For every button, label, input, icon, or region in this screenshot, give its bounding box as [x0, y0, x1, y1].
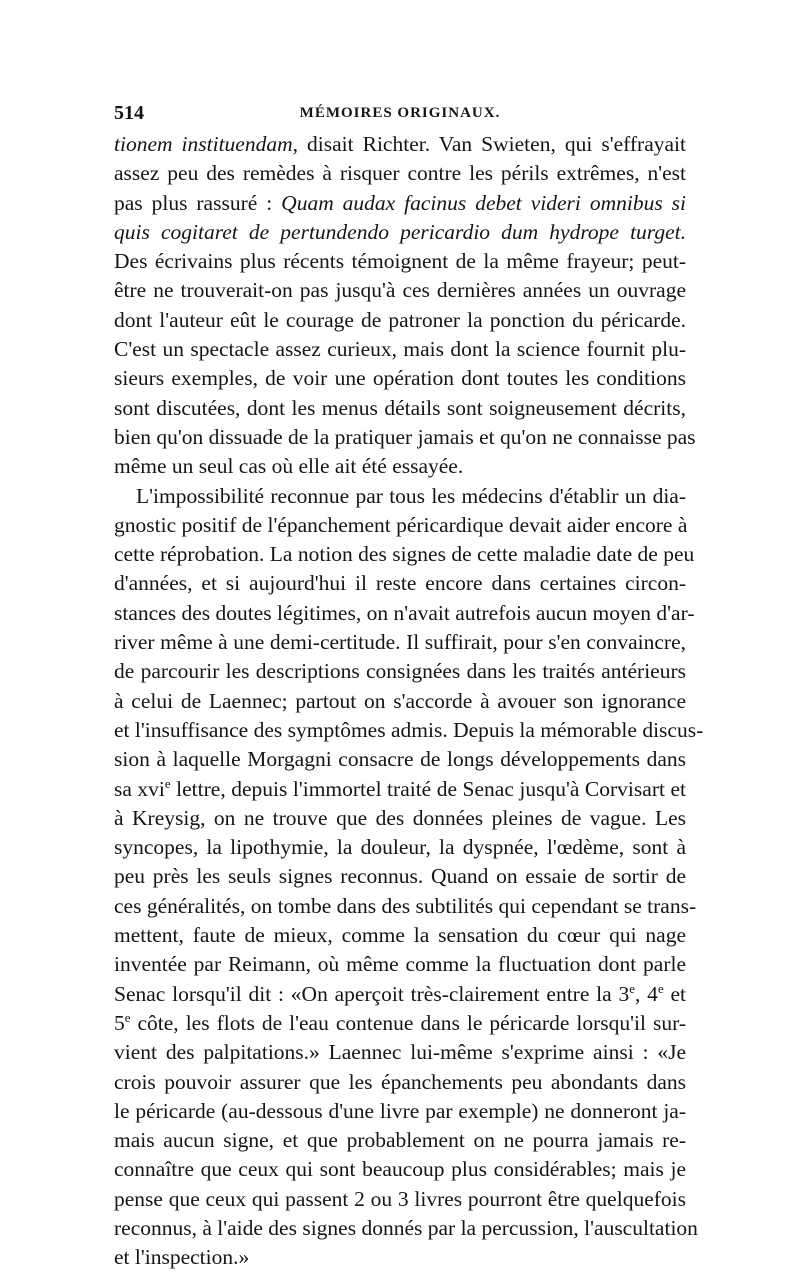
text-line [114, 950, 686, 979]
text-line [114, 657, 686, 686]
text-line [114, 804, 686, 833]
text-line [114, 335, 686, 364]
text-run: et [663, 981, 686, 1006]
text-line [114, 1038, 686, 1067]
text-run: connaître que ceux qui sont beaucoup plus considérables; mais je [114, 1157, 686, 1182]
text-line [114, 599, 695, 628]
text-line [114, 687, 686, 716]
text-run: sieurs exemples, de voir une opération dont toutes les conditions [114, 366, 686, 391]
text-line [114, 276, 686, 305]
text-run: sa xvi [114, 776, 165, 801]
book-page [114, 96, 704, 1273]
text-run: peu près les seuls signes reconnus. Quand on essaie de sortir de [114, 864, 686, 889]
text-run: vient des palpitations.» Laennec lui-même s'exprime ainsi : «Je [114, 1040, 686, 1065]
text-run: mettent, faute de mieux, comme la sensation du cœur qui nage [114, 923, 686, 948]
text-run: reconnus, à l'aide des signes donnés par la percussion, l'auscultation [114, 1215, 698, 1240]
text-line [114, 511, 686, 540]
text-run: à Kreysig, on ne trouve que des données pleines de vague. Les [114, 805, 686, 830]
text-run: sont discutées, dont les menus détails sont soigneusement décrits, [114, 395, 686, 420]
italic-text: tionem instituendam [114, 132, 293, 156]
text-run: pas plus rassuré : [114, 190, 282, 215]
text-run: même un seul cas où elle ait été essayée. [114, 454, 464, 479]
text-run: , disait Richter. Van Swieten, qui s'effrayait [292, 132, 686, 156]
text-line [114, 775, 686, 804]
text-line [114, 130, 686, 159]
text-line [114, 364, 686, 393]
superscript: e [629, 981, 635, 996]
text-run: dont l'auteur eût le courage de patroner la ponction du péricarde. [114, 307, 686, 332]
text-line [114, 862, 686, 891]
superscript: e [124, 1010, 131, 1025]
text-line [114, 921, 686, 950]
text-line [114, 745, 686, 774]
italic-text: Quam audax facinus debet videri omnibus si [281, 190, 686, 215]
text-run: ces généralités, on tombe dans des subtilités qui cependant se trans- [114, 893, 697, 918]
text-run: et l'inspection.» [114, 1245, 250, 1270]
text-line [114, 1185, 686, 1214]
superscript: e [657, 981, 664, 996]
page-number: 514 [114, 102, 144, 124]
text-run: inventée par Reimann, où même comme la fluctuation dont parle [114, 952, 686, 977]
text-line [114, 423, 696, 452]
superscript: e [164, 776, 171, 791]
text-run: et l'insuffisance des symptômes admis. Depuis la mémorable discus- [114, 717, 704, 742]
text-line [114, 628, 686, 657]
text-run: mais aucun signe, et que probablement on ne pourra jamais re- [114, 1128, 686, 1153]
text-run: être ne trouverait-on pas jusqu'à ces dernières années un ouvrage [114, 278, 686, 303]
text-run: lettre, depuis l'immortel traité de Senac jusqu'à Corvisart et [170, 776, 686, 801]
text-line [114, 482, 686, 511]
text-run: , 4 [635, 981, 658, 1006]
text-line [114, 892, 697, 921]
text-run: bien qu'on dissuade de la pratiquer jamais et qu'on ne connaisse pas [114, 424, 696, 449]
text-run: d'années, et si aujourd'hui il reste encore dans certaines circon- [114, 571, 686, 596]
text-line [114, 159, 686, 188]
text-run: river même à une demi-certitude. Il suffirait, pour s'en convaincre, [114, 630, 686, 655]
text-run: syncopes, la lipothymie, la douleur, la dyspnée, l'œdème, sont à [114, 835, 686, 860]
text-run: L'impossibilité reconnue par tous les médecins d'établir un dia- [136, 483, 686, 508]
text-run: gnostic positif de l'épanchement péricardique devait aider encore à [114, 512, 688, 537]
text-line [114, 540, 695, 569]
text-run: stances des doutes légitimes, on n'avait autrefois aucun moyen d'ar- [114, 600, 695, 625]
text-run: crois pouvoir assurer que les épanchements peu abondants dans [114, 1069, 686, 1094]
text-line [114, 1009, 686, 1038]
text-line [114, 218, 686, 247]
text-run: côte, les flots de l'eau contenue dans le péricarde lorsqu'il sur- [130, 1010, 686, 1035]
text-run: assez peu des remèdes à risquer contre les périls extrêmes, n'est [114, 161, 686, 186]
text-line [114, 833, 686, 862]
text-line [114, 1068, 686, 1097]
italic-text: quis cogitaret de pertundendo pericardio dum hydrope turget. [114, 219, 686, 244]
running-title: MÉMOIRES ORIGINAUX. [299, 105, 501, 121]
text-line [114, 189, 686, 218]
text-run: cette réprobation. La notion des signes de cette maladie date de peu [114, 542, 695, 567]
text-run: sion à laquelle Morgagni consacre de longs développements dans [114, 747, 686, 772]
text-line [114, 569, 686, 598]
text-run: de parcourir les descriptions consignées dans les traités antérieurs [114, 659, 686, 684]
text-line [114, 980, 686, 1009]
text-run: Senac lorsqu'il dit : «On aperçoit très-clairement entre la 3 [114, 981, 630, 1006]
text-run: pense que ceux qui passent 2 ou 3 livres pourront être quelquefois [114, 1186, 686, 1211]
running-head [114, 96, 686, 130]
text-line [114, 452, 686, 481]
text-line [114, 1097, 686, 1126]
text-line [114, 1126, 686, 1155]
text-line [114, 306, 686, 335]
text-line [114, 1155, 686, 1184]
text-run: Des écrivains plus récents témoignent de la même frayeur; peut- [114, 249, 686, 274]
text-line [114, 247, 686, 276]
body-text [114, 130, 704, 1273]
text-run: à celui de Laennec; partout on s'accorde à avouer son ignorance [114, 688, 686, 713]
text-line [114, 1214, 698, 1243]
text-run: le péricarde (au-dessous d'une livre par exemple) ne donneront ja- [114, 1098, 686, 1123]
text-run: C'est un spectacle assez curieux, mais dont la science fournit plu- [114, 337, 686, 362]
text-run: 5 [114, 1010, 125, 1035]
text-line [114, 394, 686, 423]
text-line [114, 1243, 686, 1272]
text-line [114, 716, 704, 745]
